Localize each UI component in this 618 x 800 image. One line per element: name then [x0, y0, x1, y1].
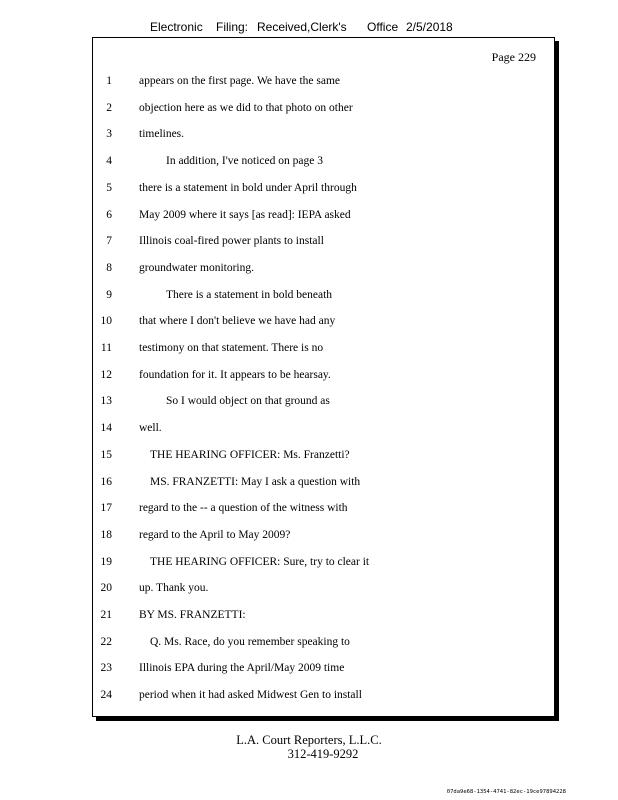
line-text: objection here as we did to that photo on other	[139, 101, 353, 114]
line-number: 20	[100, 582, 112, 595]
line-number: 14	[100, 422, 112, 435]
line-number: 5	[106, 181, 112, 194]
line-text: regard to the -- a question of the witness with	[139, 502, 348, 515]
court-reporter-phone: 312-419-9292	[287, 747, 359, 761]
line-text: up. Thank you.	[139, 582, 209, 595]
transcript-line	[92, 659, 555, 677]
line-number: 1	[106, 75, 112, 87]
line-number: 6	[106, 208, 112, 221]
line-number: 23	[100, 662, 112, 675]
transcript-line	[92, 633, 555, 651]
line-text: period when it had asked Midwest Gen to install	[139, 689, 362, 702]
line-number: 2	[106, 101, 112, 114]
transcript-line	[92, 366, 555, 384]
line-text: So I would object on that ground as	[166, 395, 330, 408]
line-text: timelines.	[139, 128, 185, 141]
line-text: testimony on that statement. There is no	[139, 342, 324, 354]
line-text: appears on the first page. We have the same	[139, 75, 340, 87]
transcript-line	[92, 579, 555, 597]
line-text: BY MS. FRANZETTI:	[139, 609, 246, 621]
transcript-line	[92, 125, 555, 143]
line-text: In addition, I've noticed on page 3	[166, 155, 323, 168]
filing-header-word: Filing:	[216, 20, 249, 34]
transcript-line	[92, 473, 555, 491]
line-text: There is a statement in bold beneath	[166, 288, 333, 301]
line-text: MS. FRANZETTI: May I ask a question with	[150, 475, 361, 488]
page-footer	[0, 733, 618, 761]
line-number: 15	[100, 448, 112, 461]
transcript-line	[92, 206, 555, 224]
line-number: 13	[100, 395, 112, 408]
line-text: THE HEARING OFFICER: Sure, try to clear it	[150, 555, 370, 568]
line-text: foundation for it. It appears to be hearsay.	[139, 368, 331, 381]
transcript-line	[92, 686, 555, 704]
line-text: Q. Ms. Race, do you remember speaking to	[150, 635, 350, 648]
line-text: May 2009 where it says [as read]: IEPA asked	[139, 208, 351, 221]
line-number: 24	[100, 689, 112, 702]
line-number: 16	[100, 475, 112, 488]
line-number: 3	[106, 128, 112, 141]
filing-header-date: 2/5/2018	[406, 20, 453, 34]
line-text: well.	[139, 422, 162, 435]
line-text: there is a statement in bold under April through	[139, 181, 357, 194]
filing-header	[0, 20, 618, 38]
transcript-line	[92, 312, 555, 330]
line-text: regard to the April to May 2009?	[139, 528, 291, 541]
line-number: 21	[100, 609, 112, 621]
line-number: 9	[106, 288, 112, 301]
line-number: 11	[100, 342, 112, 354]
transcript-line	[92, 446, 555, 464]
line-number: 18	[100, 528, 112, 541]
line-number: 22	[100, 635, 112, 648]
court-reporter-name: L.A. Court Reporters, L.L.C.	[236, 733, 382, 747]
line-number: 4	[106, 155, 112, 168]
filing-header-word: Electronic	[150, 20, 203, 34]
page-number: Page 229	[491, 50, 536, 64]
transcript-line	[92, 499, 555, 517]
line-number: 17	[100, 502, 112, 515]
transcript-line	[92, 286, 555, 304]
transcript-line	[92, 232, 555, 250]
transcript-line	[92, 526, 555, 544]
line-number: 7	[106, 235, 112, 248]
document-id: 07da9e68-1354-4741-82ec-19ce97894228	[446, 789, 566, 795]
transcript-line	[92, 179, 555, 197]
line-text: groundwater monitoring.	[139, 261, 254, 274]
line-number: 12	[100, 368, 112, 381]
transcript-line	[92, 339, 555, 357]
filing-header-word: Received,Clerk's	[257, 20, 347, 34]
line-number: 10	[100, 315, 112, 328]
transcript-line	[92, 606, 555, 624]
line-number: 8	[106, 261, 112, 274]
line-number: 19	[100, 555, 112, 568]
transcript-line	[92, 392, 555, 410]
transcript-line	[92, 99, 555, 117]
transcript-line	[92, 259, 555, 277]
line-text: that where I don't believe we have had any	[139, 315, 336, 328]
transcript-line	[92, 152, 555, 170]
transcript-line	[92, 419, 555, 437]
line-text: THE HEARING OFFICER: Ms. Franzetti?	[150, 448, 350, 461]
transcript-line	[92, 553, 555, 571]
filing-header-word: Office	[367, 20, 399, 34]
transcript-line	[92, 72, 555, 90]
line-text: Illinois coal-fired power plants to install	[139, 235, 324, 248]
line-text: Illinois EPA during the April/May 2009 time	[139, 662, 345, 675]
